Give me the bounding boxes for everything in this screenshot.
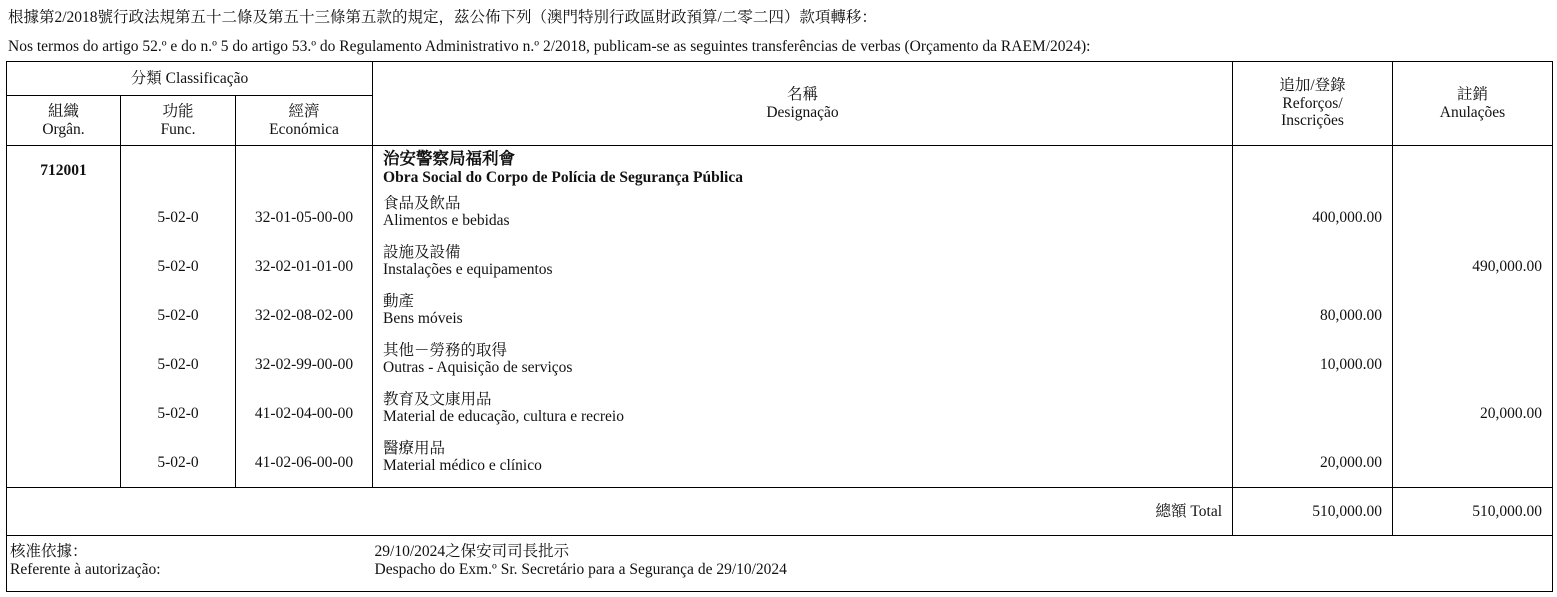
authorization-label-zh: 核准依據：	[10, 543, 88, 560]
authorization-label	[7, 536, 373, 592]
item-designation-pt: Bens móveis	[383, 310, 463, 328]
transfer-table	[6, 61, 1553, 592]
entity-code: 712001	[7, 146, 121, 195]
total-annulments: 510,000.00	[1393, 488, 1553, 536]
functional-code: 5-02-0	[121, 244, 236, 293]
item-designation-zh: 醫療用品	[383, 439, 446, 457]
economic-code: 41-02-04-00-00	[236, 391, 373, 440]
intro-chinese: 根據第2/2018號行政法規第五十二條及第五十三條第五款的規定，茲公佈下列（澳門特別行政區財政預算/二零二四）款項轉移：	[8, 9, 877, 26]
annulment-amount: 20,000.00	[1393, 391, 1553, 440]
annulment-amount	[1393, 342, 1553, 391]
reinforcement-amount: 20,000.00	[1233, 440, 1393, 488]
header-functional	[121, 96, 236, 146]
reinforcement-amount: 80,000.00	[1233, 293, 1393, 342]
annulment-amount	[1393, 440, 1553, 488]
total-row	[7, 488, 1553, 536]
reinforcement-amount: 400,000.00	[1233, 195, 1393, 244]
table-row	[7, 195, 1553, 244]
table-row	[7, 293, 1553, 342]
economic-code: 32-02-01-01-00	[236, 244, 373, 293]
table-row	[7, 440, 1553, 488]
intro-portuguese: Nos termos do artigo 52.º e do n.º 5 do artigo 53.º do Regulamento Administrativo n.º 2/2018, publicam-se as seguintes transferências de verbas (Orçamento da RAEM/2024):	[8, 38, 1091, 55]
item-designation-pt: Alimentos e bebidas	[383, 212, 510, 230]
reinforcement-amount	[1233, 244, 1393, 293]
header-classification: 分類 Classificação	[7, 62, 373, 96]
reinforcement-amount	[1233, 391, 1393, 440]
header-economic	[236, 96, 373, 146]
item-designation-pt: Material médico e clínico	[383, 457, 542, 475]
annulment-amount: 490,000.00	[1393, 244, 1553, 293]
authorization-row	[7, 536, 1553, 592]
functional-code: 5-02-0	[121, 342, 236, 391]
item-designation-zh: 動產	[383, 292, 415, 310]
item-designation	[373, 195, 1233, 244]
header-organic-pt: Orgân.	[42, 120, 85, 138]
table-row	[7, 391, 1553, 440]
functional-code: 5-02-0	[121, 391, 236, 440]
header-designation-zh: 名稱	[787, 85, 819, 103]
functional-code: 5-02-0	[121, 440, 236, 488]
entity-name-zh: 治安警察局福利會	[383, 149, 516, 168]
header-designation	[373, 62, 1233, 146]
reinforcement-amount: 10,000.00	[1233, 342, 1393, 391]
entity-name-pt: Obra Social do Corpo de Polícia de Segurança Pública	[383, 168, 743, 186]
header-annulments	[1393, 62, 1553, 146]
total-label: 總額 Total	[7, 488, 1233, 536]
item-designation-zh: 食品及飲品	[383, 194, 461, 212]
table-row	[7, 342, 1553, 391]
header-annulments-zh: 註銷	[1457, 85, 1489, 103]
item-designation-zh: 其他－勞務的取得	[383, 341, 508, 359]
header-annulments-pt: Anulações	[1439, 103, 1506, 121]
header-reinforcements	[1233, 62, 1393, 146]
item-designation	[373, 391, 1233, 440]
annulment-amount	[1393, 293, 1553, 342]
header-reinforcements-zh: 追加/登錄	[1279, 76, 1346, 94]
economic-code: 32-02-99-00-00	[236, 342, 373, 391]
item-designation-pt: Instalações e equipamentos	[383, 261, 553, 279]
header-designation-pt: Designação	[766, 103, 839, 121]
item-designation-zh: 設施及設備	[383, 243, 461, 261]
economic-code: 32-01-05-00-00	[236, 195, 373, 244]
authorization-value	[373, 536, 1553, 592]
table-row	[7, 244, 1553, 293]
entity-name	[373, 146, 1233, 195]
entity-row	[7, 146, 1553, 195]
item-designation-zh: 教育及文康用品	[383, 390, 492, 408]
header-organic-zh: 組織	[47, 102, 79, 120]
functional-code: 5-02-0	[121, 195, 236, 244]
item-designation	[373, 293, 1233, 342]
authorization-value-pt: Despacho do Exm.º Sr. Secretário para a Segurança de 29/10/2024	[374, 560, 787, 578]
item-designation-pt: Material de educação, cultura e recreio	[383, 408, 624, 426]
header-functional-zh: 功能	[162, 102, 194, 120]
header-reinforcements-pt2: Inscrições	[1281, 112, 1344, 130]
economic-code: 32-02-08-02-00	[236, 293, 373, 342]
total-reinforcements: 510,000.00	[1233, 488, 1393, 536]
header-functional-pt: Func.	[160, 120, 196, 138]
header-organic	[7, 96, 121, 146]
header-reinforcements-pt1: Reforços/	[1282, 94, 1343, 112]
item-designation	[373, 244, 1233, 293]
authorization-label-pt: Referente à autorização:	[10, 560, 161, 578]
item-designation-pt: Outras - Aquisição de serviços	[383, 359, 573, 377]
economic-code: 41-02-06-00-00	[236, 440, 373, 488]
item-designation	[373, 342, 1233, 391]
authorization-value-zh: 29/10/2024之保安司司長批示	[374, 543, 570, 560]
header-economic-zh: 經濟	[288, 102, 320, 120]
item-designation	[373, 440, 1233, 488]
header-economic-pt: Económica	[269, 120, 339, 138]
functional-code: 5-02-0	[121, 293, 236, 342]
annulment-amount	[1393, 195, 1553, 244]
